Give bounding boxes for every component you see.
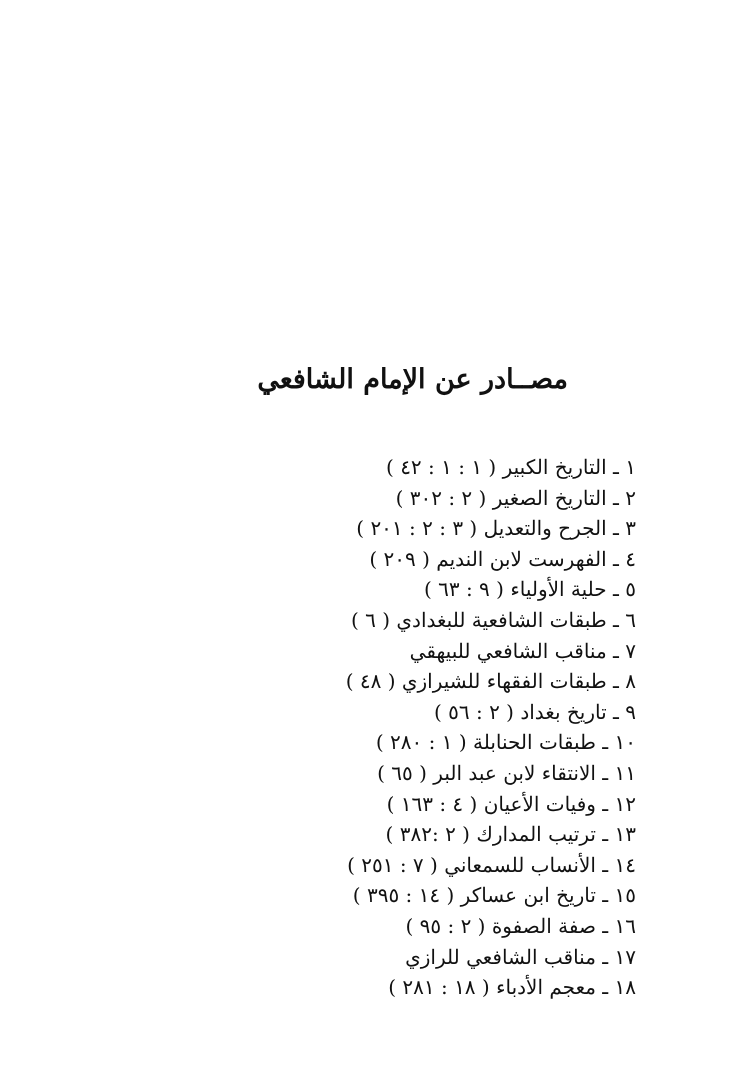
list-item bbox=[346, 666, 636, 697]
list-item bbox=[346, 789, 636, 820]
source-entry: ١٣ ـ ترتيب المدارك ( ٢ :٣٨٢ ) bbox=[385, 822, 636, 847]
source-entry: ١٨ ـ معجم الأدباء ( ١٨ : ٢٨١ ) bbox=[388, 975, 636, 1000]
source-entry: ٣ ـ الجرح والتعديل ( ٣ : ٢ : ٢٠١ ) bbox=[356, 516, 636, 541]
list-item bbox=[346, 544, 636, 575]
source-entry: ١٢ ـ وفيات الأعيان ( ٤ : ١٦٣ ) bbox=[386, 791, 636, 816]
source-entry: ١١ ـ الانتقاء لابن عبد البر ( ٦٥ ) bbox=[377, 760, 636, 785]
source-entry: ٨ ـ طبقات الفقهاء للشيرازي ( ٤٨ ) bbox=[345, 669, 636, 694]
list-item bbox=[346, 758, 636, 789]
source-entry: ١٥ ـ تاريخ ابن عساكر ( ١٤ : ٣٩٥ ) bbox=[352, 883, 636, 908]
list-item bbox=[346, 697, 636, 728]
sources-list bbox=[346, 452, 636, 1003]
list-item bbox=[346, 972, 636, 1003]
source-entry: ١٦ ـ صفة الصفوة ( ٢ : ٩٥ ) bbox=[405, 913, 636, 938]
list-item bbox=[346, 483, 636, 514]
list-item bbox=[346, 513, 636, 544]
source-entry: ٧ ـ مناقب الشافعي للبيهقي bbox=[409, 638, 636, 663]
list-item bbox=[346, 636, 636, 667]
page-title: مصــادر عن الإمام الشافعي bbox=[257, 364, 568, 395]
list-item bbox=[346, 850, 636, 881]
source-entry: ١٤ ـ الأنساب للسمعاني ( ٧ : ٢٥١ ) bbox=[347, 852, 636, 877]
source-entry: ٦ ـ طبقات الشافعية للبغدادي ( ٦ ) bbox=[350, 607, 636, 632]
list-item bbox=[346, 942, 636, 973]
source-entry: ١٠ ـ طبقات الحنابلة ( ١ : ٢٨٠ ) bbox=[375, 730, 636, 755]
source-entry: ١٧ ـ مناقب الشافعي للرازي bbox=[405, 944, 636, 969]
list-item bbox=[346, 605, 636, 636]
source-entry: ١ ـ التاريخ الكبير ( ١ : ١ : ٤٢ ) bbox=[386, 455, 636, 479]
list-item bbox=[346, 819, 636, 850]
list-item bbox=[346, 574, 636, 605]
list-item bbox=[346, 880, 636, 911]
source-entry: ٩ ـ تاريخ بغداد ( ٢ : ٥٦ ) bbox=[433, 699, 636, 724]
source-entry: ٤ ـ الفهرست لابن النديم ( ٢٠٩ ) bbox=[369, 546, 636, 571]
list-item bbox=[346, 727, 636, 758]
list-item bbox=[346, 452, 636, 483]
source-entry: ٢ ـ التاريخ الصغير ( ٢ : ٣٠٢ ) bbox=[395, 485, 636, 510]
list-item bbox=[346, 911, 636, 942]
source-entry: ٥ ـ حلية الأولياء ( ٩ : ٦٣ ) bbox=[423, 577, 636, 602]
